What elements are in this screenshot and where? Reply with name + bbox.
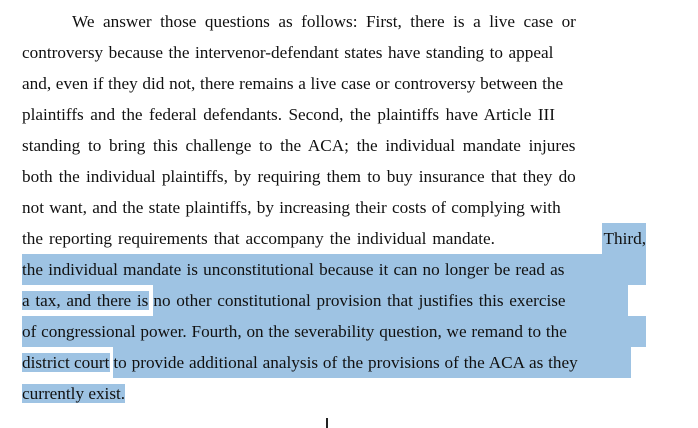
paragraph-line-8: [22, 223, 646, 254]
section-mark-fragment: [326, 418, 334, 428]
line-text: We answer those questions as follows: First, there is a live case or: [72, 12, 576, 31]
highlighted-text[interactable]: district court: [22, 353, 110, 372]
paragraph-line-1: [22, 6, 646, 37]
paragraph-line-9[interactable]: [22, 254, 646, 285]
line-text: standing to bring this challenge to the ACA; the individual mandate injures: [22, 136, 576, 155]
paragraph-line-5: [22, 130, 646, 161]
paragraph-line-2: [22, 37, 646, 68]
paragraph-line-12: [22, 347, 646, 378]
highlighted-text[interactable]: to provide additional analysis of the provisions of the ACA as they: [113, 347, 631, 378]
paragraph-line-4: [22, 99, 646, 130]
line-text: plaintiffs and the federal defendants. Second, the plaintiffs have Article III: [22, 105, 555, 124]
line-text: both the individual plaintiffs, by requiring them to buy insurance that they do: [22, 167, 576, 186]
paragraph-line-7: [22, 192, 646, 223]
highlighted-text[interactable]: a tax, and there is: [22, 291, 149, 310]
paragraph-line-6: [22, 161, 646, 192]
highlighted-text[interactable]: Third,: [602, 223, 646, 254]
line-text: not want, and the state plaintiffs, by increasing their costs of complying with: [22, 198, 561, 217]
paragraph-line-11[interactable]: [22, 316, 646, 347]
paragraph-line-13: [22, 378, 646, 409]
line-text: the reporting requirements that accompany the individual mandate.: [22, 229, 507, 248]
line-text: controversy because the intervenor-defendant states have standing to appeal: [22, 43, 554, 62]
paragraph-line-10: [22, 285, 646, 316]
paragraph-line-3: [22, 68, 646, 99]
highlighted-text: the individual mandate is unconstitutional because it can no longer be read as: [22, 260, 565, 279]
highlighted-text[interactable]: no other constitutional provision that justifies this exercise: [153, 285, 628, 316]
highlighted-text[interactable]: currently exist.: [22, 384, 126, 403]
line-text: and, even if they did not, there remains a live case or controversy between the: [22, 74, 564, 93]
highlighted-text: of congressional power. Fourth, on the severability question, we remand to the: [22, 322, 567, 341]
